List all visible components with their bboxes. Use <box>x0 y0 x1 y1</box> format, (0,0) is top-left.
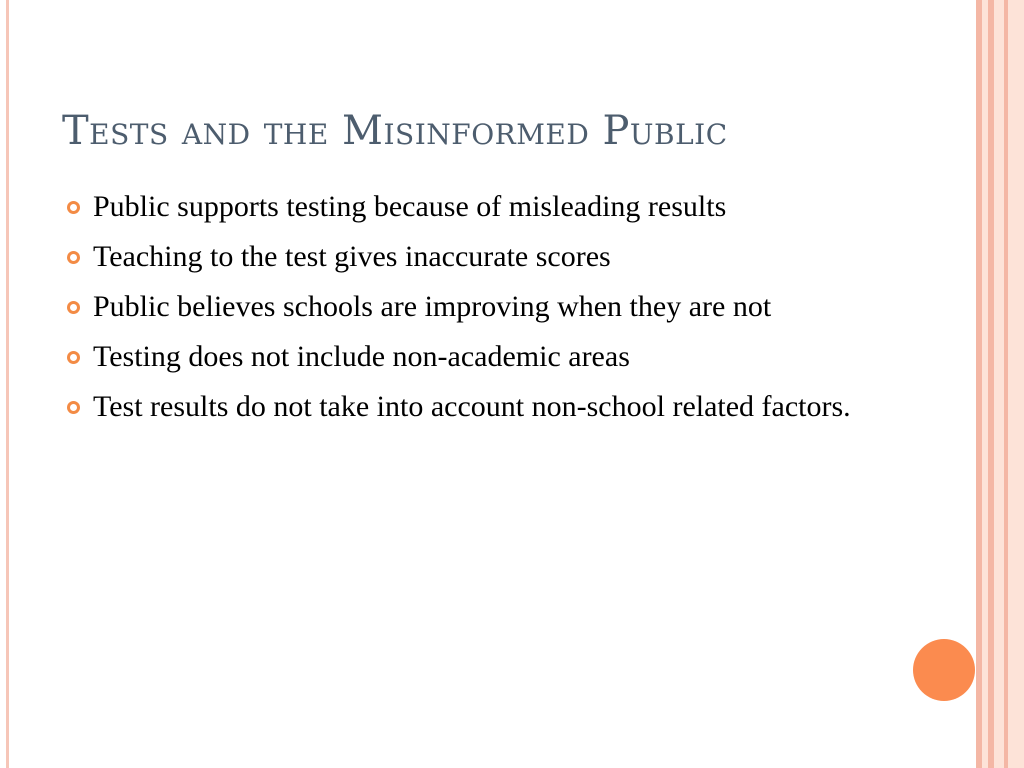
bullet-item <box>62 236 882 277</box>
ring-bullet-icon <box>67 301 80 314</box>
bullet-item <box>62 286 882 327</box>
ring-bullet-icon <box>67 251 80 264</box>
bullet-text: Public believes schools are improving when they are not <box>93 290 772 323</box>
right-decorative-stripes <box>976 0 1024 768</box>
bullet-item <box>62 186 882 227</box>
left-border-line <box>6 0 9 768</box>
ring-bullet-icon <box>67 401 80 414</box>
bullet-text: Teaching to the test gives inaccurate scores <box>93 240 611 273</box>
ring-bullet-icon <box>67 351 80 364</box>
bullet-text: Test results do not take into account non-school related factors. <box>93 390 851 423</box>
bullet-list <box>62 186 882 436</box>
stripe <box>1008 0 1024 768</box>
bullet-item <box>62 336 882 377</box>
bullet-text: Public supports testing because of misleading results <box>93 190 727 223</box>
decorative-circle <box>913 639 975 701</box>
stripe <box>994 0 1004 768</box>
bullet-item <box>62 386 882 427</box>
slide-title: Tests and the Misinformed Public <box>62 108 728 154</box>
ring-bullet-icon <box>67 201 80 214</box>
bullet-text: Testing does not include non-academic areas <box>93 340 630 373</box>
